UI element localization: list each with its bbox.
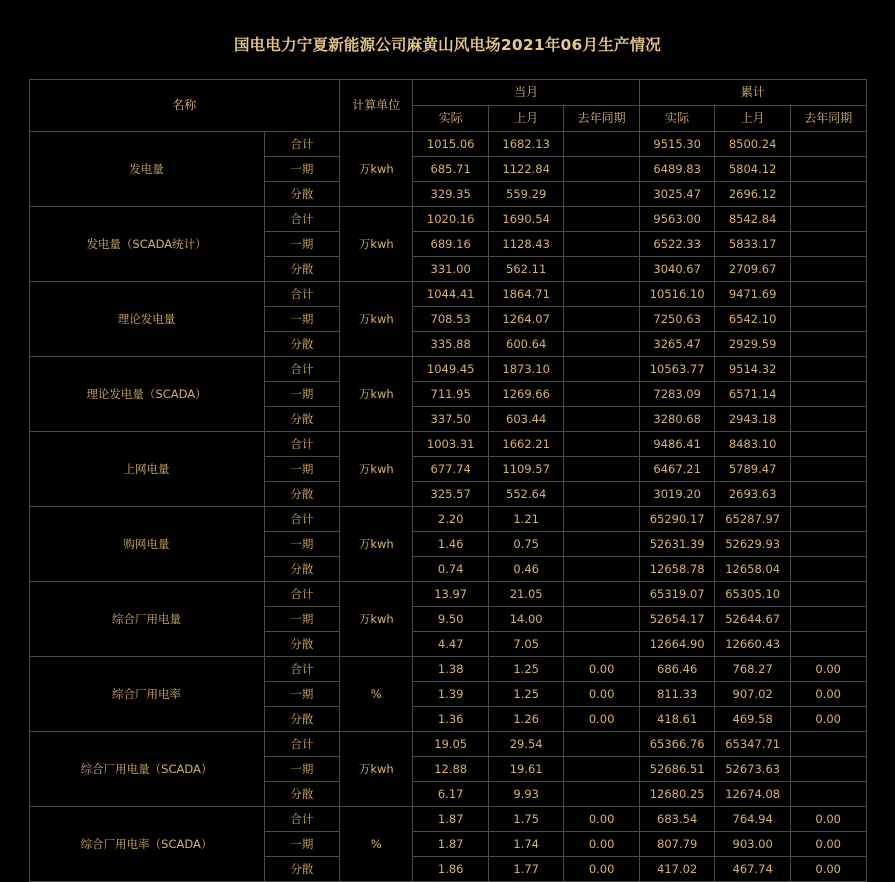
row-group-name: 综合厂用电量（SCADA）	[29, 732, 264, 807]
row-group-unit: 万kwh	[340, 432, 413, 507]
header-cum-last-month: 上月	[715, 106, 790, 132]
cell-m-actual: 1015.06	[413, 132, 488, 157]
row-subcategory: 分散	[264, 857, 340, 882]
cell-m-actual: 1.38	[413, 657, 488, 682]
row-group-name: 综合厂用电率	[29, 657, 264, 732]
cell-m-last: 14.00	[488, 607, 563, 632]
cell-c-lastyear	[790, 332, 866, 357]
cell-c-actual: 6489.83	[639, 157, 714, 182]
cell-m-actual: 19.05	[413, 732, 488, 757]
cell-c-lastyear	[790, 282, 866, 307]
cell-m-last: 0.75	[488, 532, 563, 557]
cell-m-lastyear	[564, 607, 640, 632]
row-group-name: 综合厂用电率（SCADA）	[29, 807, 264, 882]
cell-m-last: 1690.54	[488, 207, 563, 232]
cell-c-actual: 10516.10	[639, 282, 714, 307]
row-subcategory: 分散	[264, 257, 340, 282]
cell-c-lastyear: 0.00	[790, 832, 866, 857]
cell-m-last: 603.44	[488, 407, 563, 432]
row-subcategory: 分散	[264, 632, 340, 657]
cell-c-last: 2943.18	[715, 407, 790, 432]
row-subcategory: 一期	[264, 232, 340, 257]
cell-c-lastyear	[790, 482, 866, 507]
cell-m-actual: 685.71	[413, 157, 488, 182]
row-subcategory: 分散	[264, 407, 340, 432]
cell-m-actual: 13.97	[413, 582, 488, 607]
table-row	[29, 357, 866, 382]
cell-c-lastyear: 0.00	[790, 707, 866, 732]
cell-m-lastyear: 0.00	[564, 707, 640, 732]
cell-c-actual: 417.02	[639, 857, 714, 882]
row-subcategory: 分散	[264, 332, 340, 357]
cell-m-actual: 6.17	[413, 782, 488, 807]
row-subcategory: 分散	[264, 482, 340, 507]
cell-c-actual: 3040.67	[639, 257, 714, 282]
table-header-row-1	[29, 80, 866, 106]
cell-m-last: 29.54	[488, 732, 563, 757]
table-row	[29, 657, 866, 682]
cell-m-lastyear	[564, 457, 640, 482]
cell-m-actual: 329.35	[413, 182, 488, 207]
cell-m-last: 1662.21	[488, 432, 563, 457]
cell-c-lastyear	[790, 432, 866, 457]
cell-c-actual: 10563.77	[639, 357, 714, 382]
cell-c-lastyear	[790, 182, 866, 207]
cell-c-last: 12660.43	[715, 632, 790, 657]
header-month-actual: 实际	[413, 106, 488, 132]
header-current-month: 当月	[413, 80, 639, 106]
cell-c-actual: 3019.20	[639, 482, 714, 507]
row-subcategory: 一期	[264, 682, 340, 707]
cell-c-lastyear	[790, 757, 866, 782]
cell-c-last: 65305.10	[715, 582, 790, 607]
row-group-name: 理论发电量	[29, 282, 264, 357]
cell-c-last: 5804.12	[715, 157, 790, 182]
row-subcategory: 分散	[264, 557, 340, 582]
cell-m-last: 1109.57	[488, 457, 563, 482]
cell-m-lastyear	[564, 282, 640, 307]
cell-m-lastyear	[564, 782, 640, 807]
cell-m-last: 1.21	[488, 507, 563, 532]
row-subcategory: 分散	[264, 182, 340, 207]
header-cumulative: 累计	[639, 80, 866, 106]
cell-m-last: 1264.07	[488, 307, 563, 332]
cell-c-actual: 65366.76	[639, 732, 714, 757]
row-group-name: 理论发电量（SCADA）	[29, 357, 264, 432]
cell-c-last: 467.74	[715, 857, 790, 882]
cell-m-last: 21.05	[488, 582, 563, 607]
cell-c-last: 907.02	[715, 682, 790, 707]
cell-m-lastyear	[564, 232, 640, 257]
cell-m-last: 1.77	[488, 857, 563, 882]
cell-m-actual: 1044.41	[413, 282, 488, 307]
cell-c-actual: 811.33	[639, 682, 714, 707]
row-group-unit: 万kwh	[340, 132, 413, 207]
cell-c-last: 12658.04	[715, 557, 790, 582]
cell-m-actual: 689.16	[413, 232, 488, 257]
cell-c-lastyear	[790, 132, 866, 157]
row-subcategory: 一期	[264, 607, 340, 632]
row-group-unit: 万kwh	[340, 357, 413, 432]
cell-c-actual: 3025.47	[639, 182, 714, 207]
cell-m-actual: 1.86	[413, 857, 488, 882]
cell-m-last: 0.46	[488, 557, 563, 582]
cell-m-last: 600.64	[488, 332, 563, 357]
cell-m-lastyear	[564, 582, 640, 607]
cell-c-actual: 6467.21	[639, 457, 714, 482]
cell-m-lastyear	[564, 757, 640, 782]
cell-c-lastyear	[790, 232, 866, 257]
cell-m-lastyear	[564, 382, 640, 407]
row-group-unit: 万kwh	[340, 507, 413, 582]
cell-m-last: 1122.84	[488, 157, 563, 182]
table-row	[29, 207, 866, 232]
row-group-name: 发电量（SCADA统计）	[29, 207, 264, 282]
cell-m-lastyear: 0.00	[564, 657, 640, 682]
row-group-name: 购网电量	[29, 507, 264, 582]
cell-c-last: 9514.32	[715, 357, 790, 382]
cell-c-actual: 52686.51	[639, 757, 714, 782]
header-cum-actual: 实际	[639, 106, 714, 132]
cell-c-actual: 7283.09	[639, 382, 714, 407]
cell-m-actual: 337.50	[413, 407, 488, 432]
cell-m-lastyear	[564, 307, 640, 332]
cell-c-last: 764.94	[715, 807, 790, 832]
cell-c-last: 903.00	[715, 832, 790, 857]
row-group-unit: %	[340, 807, 413, 882]
table-row	[29, 807, 866, 832]
cell-m-last: 1682.13	[488, 132, 563, 157]
row-group-name: 上网电量	[29, 432, 264, 507]
cell-c-last: 469.58	[715, 707, 790, 732]
cell-m-lastyear	[564, 182, 640, 207]
cell-c-actual: 12658.78	[639, 557, 714, 582]
cell-m-lastyear	[564, 157, 640, 182]
row-subcategory: 合计	[264, 807, 340, 832]
production-table-wrapper	[29, 79, 867, 882]
cell-c-last: 2929.59	[715, 332, 790, 357]
cell-m-lastyear: 0.00	[564, 857, 640, 882]
cell-m-last: 559.29	[488, 182, 563, 207]
cell-c-last: 2696.12	[715, 182, 790, 207]
cell-c-lastyear	[790, 532, 866, 557]
page-title: 国电电力宁夏新能源公司麻黄山风电场2021年06月生产情况	[233, 36, 661, 54]
cell-m-last: 1.75	[488, 807, 563, 832]
cell-c-actual: 683.54	[639, 807, 714, 832]
cell-c-lastyear	[790, 257, 866, 282]
cell-m-lastyear	[564, 407, 640, 432]
cell-m-last: 1.25	[488, 682, 563, 707]
row-group-unit: 万kwh	[340, 207, 413, 282]
cell-c-last: 768.27	[715, 657, 790, 682]
row-subcategory: 分散	[264, 707, 340, 732]
cell-m-lastyear	[564, 432, 640, 457]
cell-c-last: 12674.08	[715, 782, 790, 807]
cell-c-actual: 9486.41	[639, 432, 714, 457]
cell-m-lastyear	[564, 482, 640, 507]
cell-c-lastyear	[790, 382, 866, 407]
cell-m-actual: 1020.16	[413, 207, 488, 232]
cell-m-last: 552.64	[488, 482, 563, 507]
table-row	[29, 582, 866, 607]
row-subcategory: 一期	[264, 157, 340, 182]
cell-c-actual: 7250.63	[639, 307, 714, 332]
cell-m-actual: 708.53	[413, 307, 488, 332]
row-subcategory: 合计	[264, 582, 340, 607]
cell-c-lastyear	[790, 507, 866, 532]
cell-c-lastyear	[790, 457, 866, 482]
row-subcategory: 一期	[264, 307, 340, 332]
cell-m-lastyear	[564, 532, 640, 557]
cell-m-last: 7.05	[488, 632, 563, 657]
cell-m-lastyear	[564, 507, 640, 532]
table-row	[29, 282, 866, 307]
cell-m-last: 9.93	[488, 782, 563, 807]
cell-m-lastyear	[564, 357, 640, 382]
cell-m-actual: 9.50	[413, 607, 488, 632]
cell-c-lastyear: 0.00	[790, 682, 866, 707]
cell-c-last: 2709.67	[715, 257, 790, 282]
cell-c-actual: 52654.17	[639, 607, 714, 632]
cell-m-actual: 1.46	[413, 532, 488, 557]
cell-m-actual: 4.47	[413, 632, 488, 657]
cell-m-lastyear: 0.00	[564, 682, 640, 707]
header-month-last-year: 去年同期	[564, 106, 640, 132]
cell-c-last: 52644.67	[715, 607, 790, 632]
header-month-last-month: 上月	[488, 106, 563, 132]
cell-c-last: 8542.84	[715, 207, 790, 232]
row-subcategory: 一期	[264, 757, 340, 782]
cell-m-last: 1.74	[488, 832, 563, 857]
cell-m-last: 1128.43	[488, 232, 563, 257]
cell-c-actual: 9563.00	[639, 207, 714, 232]
cell-m-actual: 335.88	[413, 332, 488, 357]
cell-c-last: 2693.63	[715, 482, 790, 507]
cell-c-actual: 12680.25	[639, 782, 714, 807]
table-row	[29, 732, 866, 757]
row-subcategory: 分散	[264, 782, 340, 807]
cell-m-lastyear	[564, 207, 640, 232]
cell-c-lastyear	[790, 782, 866, 807]
row-subcategory: 合计	[264, 732, 340, 757]
row-group-unit: 万kwh	[340, 282, 413, 357]
cell-m-actual: 2.20	[413, 507, 488, 532]
row-subcategory: 一期	[264, 382, 340, 407]
row-subcategory: 合计	[264, 282, 340, 307]
cell-m-lastyear: 0.00	[564, 807, 640, 832]
cell-m-actual: 331.00	[413, 257, 488, 282]
cell-m-lastyear	[564, 557, 640, 582]
row-subcategory: 合计	[264, 432, 340, 457]
row-group-unit: %	[340, 657, 413, 732]
cell-c-last: 5789.47	[715, 457, 790, 482]
cell-m-actual: 1003.31	[413, 432, 488, 457]
cell-m-last: 1.25	[488, 657, 563, 682]
cell-c-lastyear	[790, 157, 866, 182]
production-table	[29, 79, 867, 882]
cell-m-actual: 1.39	[413, 682, 488, 707]
row-group-name: 发电量	[29, 132, 264, 207]
cell-c-actual: 65319.07	[639, 582, 714, 607]
row-subcategory: 合计	[264, 357, 340, 382]
cell-m-last: 1873.10	[488, 357, 563, 382]
cell-m-last: 1864.71	[488, 282, 563, 307]
header-cum-last-year: 去年同期	[790, 106, 866, 132]
cell-c-actual: 686.46	[639, 657, 714, 682]
cell-c-actual: 6522.33	[639, 232, 714, 257]
cell-c-actual: 3265.47	[639, 332, 714, 357]
table-row	[29, 432, 866, 457]
cell-c-lastyear	[790, 732, 866, 757]
cell-m-actual: 1.36	[413, 707, 488, 732]
cell-c-actual: 418.61	[639, 707, 714, 732]
cell-c-last: 8483.10	[715, 432, 790, 457]
cell-m-last: 1.26	[488, 707, 563, 732]
row-subcategory: 合计	[264, 207, 340, 232]
cell-c-last: 65287.97	[715, 507, 790, 532]
cell-c-last: 52629.93	[715, 532, 790, 557]
cell-m-actual: 677.74	[413, 457, 488, 482]
cell-m-actual: 1049.45	[413, 357, 488, 382]
row-subcategory: 一期	[264, 832, 340, 857]
cell-c-actual: 807.79	[639, 832, 714, 857]
cell-c-lastyear	[790, 307, 866, 332]
row-subcategory: 合计	[264, 507, 340, 532]
cell-c-actual: 65290.17	[639, 507, 714, 532]
cell-c-actual: 3280.68	[639, 407, 714, 432]
cell-m-actual: 711.95	[413, 382, 488, 407]
cell-m-lastyear	[564, 332, 640, 357]
cell-c-last: 65347.71	[715, 732, 790, 757]
row-group-unit: 万kwh	[340, 732, 413, 807]
row-subcategory: 合计	[264, 132, 340, 157]
cell-m-lastyear	[564, 632, 640, 657]
table-row	[29, 507, 866, 532]
table-body	[29, 132, 866, 882]
header-unit: 计算单位	[340, 80, 413, 132]
cell-m-last: 19.61	[488, 757, 563, 782]
cell-c-actual: 12664.90	[639, 632, 714, 657]
cell-c-last: 5833.17	[715, 232, 790, 257]
cell-c-lastyear	[790, 582, 866, 607]
cell-c-lastyear: 0.00	[790, 657, 866, 682]
cell-m-lastyear	[564, 132, 640, 157]
cell-m-last: 562.11	[488, 257, 563, 282]
cell-m-lastyear	[564, 257, 640, 282]
cell-m-actual: 325.57	[413, 482, 488, 507]
cell-c-lastyear	[790, 632, 866, 657]
table-row	[29, 132, 866, 157]
row-subcategory: 一期	[264, 457, 340, 482]
row-subcategory: 合计	[264, 657, 340, 682]
cell-c-last: 9471.69	[715, 282, 790, 307]
cell-m-lastyear	[564, 732, 640, 757]
row-group-unit: 万kwh	[340, 582, 413, 657]
cell-c-lastyear	[790, 207, 866, 232]
cell-m-actual: 12.88	[413, 757, 488, 782]
cell-m-actual: 0.74	[413, 557, 488, 582]
header-name: 名称	[29, 80, 340, 132]
table-head	[29, 80, 866, 132]
cell-c-last: 6542.10	[715, 307, 790, 332]
cell-c-last: 8500.24	[715, 132, 790, 157]
cell-c-actual: 52631.39	[639, 532, 714, 557]
cell-c-lastyear	[790, 557, 866, 582]
cell-c-lastyear	[790, 607, 866, 632]
cell-c-lastyear: 0.00	[790, 807, 866, 832]
cell-m-actual: 1.87	[413, 832, 488, 857]
cell-c-actual: 9515.30	[639, 132, 714, 157]
row-group-name: 综合厂用电量	[29, 582, 264, 657]
cell-m-lastyear: 0.00	[564, 832, 640, 857]
cell-c-last: 6571.14	[715, 382, 790, 407]
cell-c-lastyear: 0.00	[790, 857, 866, 882]
cell-c-last: 52673.63	[715, 757, 790, 782]
cell-c-lastyear	[790, 357, 866, 382]
cell-c-lastyear	[790, 407, 866, 432]
cell-m-actual: 1.87	[413, 807, 488, 832]
row-subcategory: 一期	[264, 532, 340, 557]
cell-m-last: 1269.66	[488, 382, 563, 407]
